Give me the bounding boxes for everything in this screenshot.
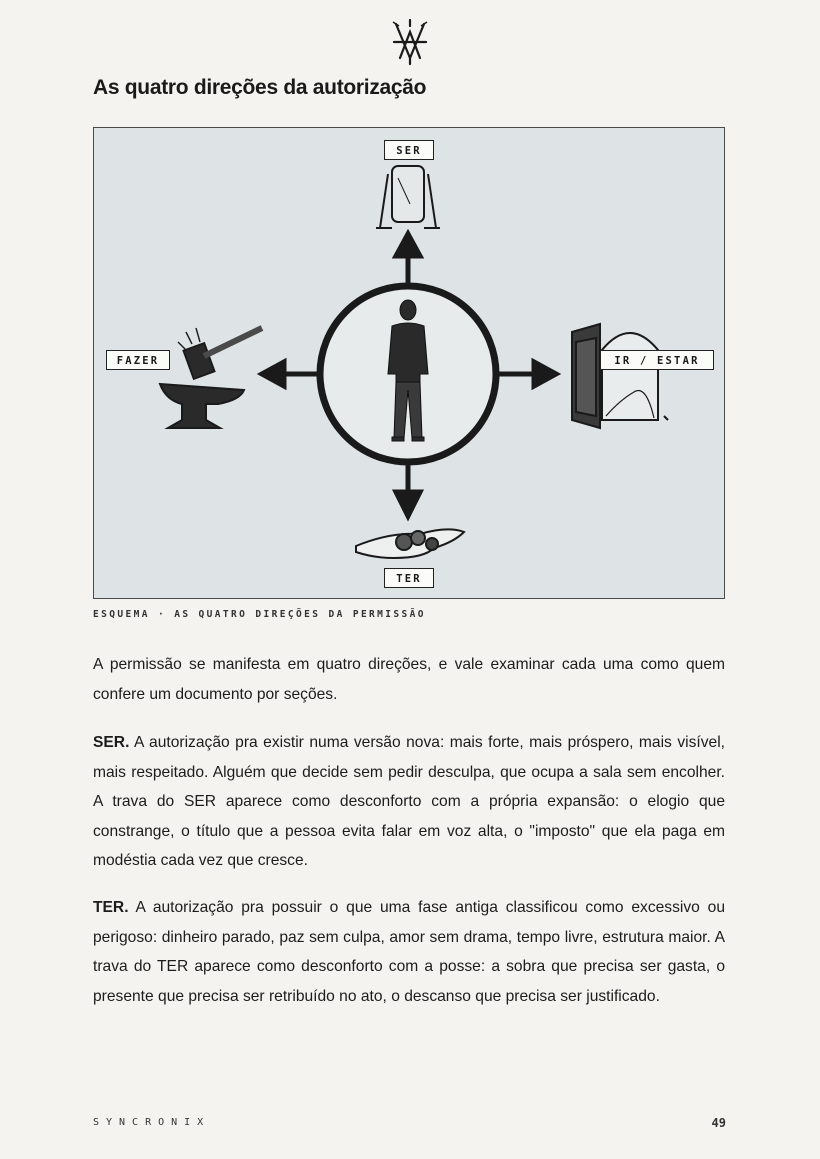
label-ir-estar: IR / ESTAR xyxy=(600,350,714,370)
label-ser: SER xyxy=(384,140,434,160)
paragraph-intro: A permissão se manifesta em quatro direções, e vale examinar cada uma como quem confere um documento por seções. xyxy=(93,656,725,703)
label-fazer: FAZER xyxy=(106,350,170,370)
paragraph-ter xyxy=(93,893,725,1011)
footer-brand: SYNCRONIX xyxy=(93,1117,211,1128)
ter-heading: TER. xyxy=(93,899,129,916)
page-title: As quatro direções da autorização xyxy=(93,76,427,99)
ser-heading: SER. xyxy=(93,734,130,751)
brand-monogram-icon xyxy=(390,18,430,66)
open-door-icon xyxy=(572,324,668,428)
paragraph-ser xyxy=(93,728,725,876)
ter-text: A autorização pra possuir o que uma fase antiga classificou como excessivo ou perigoso: dinheiro parado, paz sem culpa, amor sem drama, tempo livre, estrutura maior. A trava do TER aparece como desconforto com a posse: a sobra que precisa ser gasta, o presente que precisa ser retribuído no ato, o descanso que precisa ser justificado. xyxy=(93,899,725,1005)
mirror-icon xyxy=(376,166,440,228)
diagram-figure xyxy=(93,127,725,599)
figure-caption: ESQUEMA · AS QUATRO DIREÇÕES DA PERMISSÃO xyxy=(93,609,426,620)
ser-text: A autorização pra existir numa versão nova: mais forte, mais próspero, mais visível, mais respeitado. Alguém que decide sem pedir desculpa, que ocupa a sala sem encolher. A trava do SER aparece como desconforto com a própria expansão: o elogio que constrange, o título que a pessoa evita falar em voz alta, o "imposto" que ela paga em modéstia cada vez que cresce. xyxy=(93,734,725,869)
hammer-anvil-icon xyxy=(160,328,262,428)
label-ter: TER xyxy=(384,568,434,588)
page-number: 49 xyxy=(711,1116,726,1130)
hand-coins-icon xyxy=(356,529,464,558)
